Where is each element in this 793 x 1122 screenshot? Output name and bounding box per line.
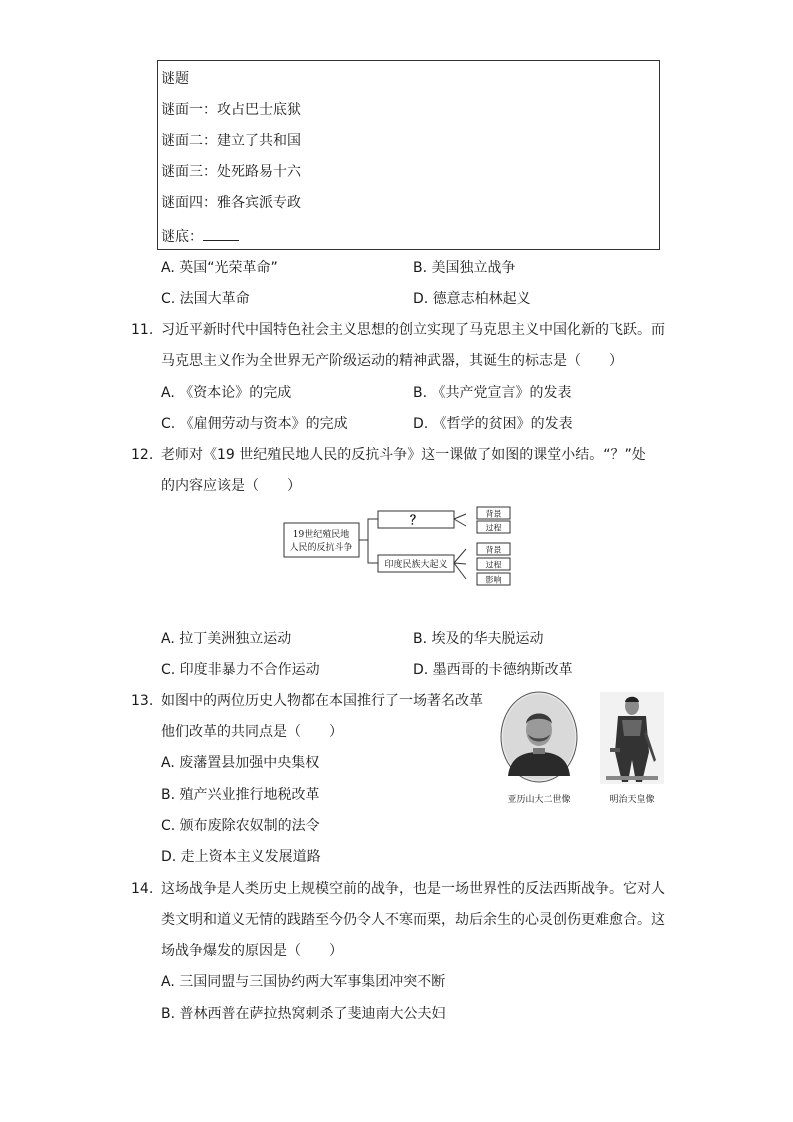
q11-stem-line: 马克思主义作为全世界无产阶级运动的精神武器，其诞生的标志是（ ） [161, 353, 623, 369]
question-number: 13. [131, 693, 154, 709]
q12-option-a[interactable]: A. 拉丁美洲独立运动 [161, 631, 292, 647]
q14-stem-line: 类文明和道义无情的践踏至今仍令人不寒而栗，劫后余生的心灵创伤更难愈合。这 [161, 912, 665, 928]
riddle-clue: 谜面二：建立了共和国 [161, 133, 301, 149]
q14-option-b[interactable]: B. 普林西普在萨拉热窝刺杀了斐迪南大公夫妇 [161, 1006, 446, 1022]
leaf-label: 背景 [485, 545, 502, 555]
q13-option-b[interactable]: B. 殖产兴业推行地税改革 [161, 787, 320, 803]
q12-option-c[interactable]: C. 印度非暴力不合作运动 [161, 662, 320, 678]
indian-uprising-label: 印度民族大起义 [384, 560, 448, 570]
q13-option-a[interactable]: A. 废藩置县加强中央集权 [161, 755, 320, 771]
q14-stem-line: 这场战争是人类历史上规模空前的战争，也是一场世界性的反法西斯战争。它对人 [161, 881, 665, 897]
q11-stem-line: 习近平新时代中国特色社会主义思想的创立实现了马克思主义中国化新的飞跃。而 [161, 322, 665, 338]
riddle-clue: 谜面四：雅各宾派专政 [161, 195, 301, 211]
branch1-connector [454, 514, 466, 526]
q14-stem-line: 场战争爆发的原因是（ ） [161, 943, 343, 959]
caption-alexander-ii: 亚历山大二世像 [507, 795, 571, 805]
q11-option-d[interactable]: D. 《哲学的贫困》的发表 [413, 416, 573, 432]
leaf-label: 背景 [485, 509, 502, 519]
riddle-answer-label: 谜底： [161, 229, 203, 245]
branch2-connector [454, 549, 466, 579]
portrait-alexander-ii [494, 690, 584, 810]
riddle-answer [161, 227, 239, 246]
q13-stem-line: 他们改革的共同点是（ ） [161, 724, 343, 740]
q13-stem-line: 如图中的两位历史人物都在本国推行了一场著名改革 [161, 693, 483, 709]
q10-option-a[interactable]: A. 英国“光荣革命” [161, 260, 278, 276]
q11-option-b[interactable]: B. 《共产党宣言》的发表 [413, 385, 572, 401]
q12-stem-line: 老师对《19 世纪殖民地人民的反抗斗争》这一课做了如图的课堂小结。“？”处 [161, 447, 646, 463]
riddle-clue: 谜面三：处死路易十六 [161, 164, 301, 180]
q10-option-d[interactable]: D. 德意志柏林起义 [413, 291, 531, 307]
riddle-title: 谜题 [161, 71, 189, 87]
q10-option-c[interactable]: C. 法国大革命 [161, 291, 250, 307]
q11-option-c[interactable]: C. 《雇佣劳动与资本》的完成 [161, 416, 348, 432]
leaf-label: 过程 [485, 560, 502, 570]
q12-stem-line: 的内容应该是（ ） [161, 478, 301, 494]
q13-option-d[interactable]: D. 走上资本主义发展道路 [161, 849, 321, 865]
question-number: 11. [131, 322, 154, 338]
q12-option-d[interactable]: D. 墨西哥的卡德纳斯改革 [413, 662, 573, 678]
q12-option-b[interactable]: B. 埃及的华夫脱运动 [413, 631, 544, 647]
question-number: 14. [131, 881, 154, 897]
unknown-branch-label: ？ [409, 513, 423, 527]
q13-option-c[interactable]: C. 颁布废除农奴制的法令 [161, 818, 320, 834]
q14-option-a[interactable]: A. 三国同盟与三国协约两大军事集团冲突不断 [161, 974, 446, 990]
root-connector [359, 519, 378, 563]
question-number: 12. [131, 447, 154, 463]
root-label-line1: 19世纪殖民地 [292, 530, 350, 540]
leaf-label: 影响 [485, 575, 502, 585]
leaf-label: 过程 [485, 523, 502, 533]
root-label-line2: 人民的反抗斗争 [289, 543, 353, 553]
riddle-box [157, 60, 660, 250]
portrait-emperor-meiji [592, 690, 672, 810]
summary-diagram [282, 503, 514, 591]
q11-option-a[interactable]: A. 《资本论》的完成 [161, 385, 292, 401]
riddle-clue: 谜面一：攻占巴士底狱 [161, 102, 301, 118]
answer-blank [203, 227, 239, 241]
caption-emperor-meiji: 明治天皇像 [609, 795, 655, 805]
q10-option-b[interactable]: B. 美国独立战争 [413, 260, 516, 276]
